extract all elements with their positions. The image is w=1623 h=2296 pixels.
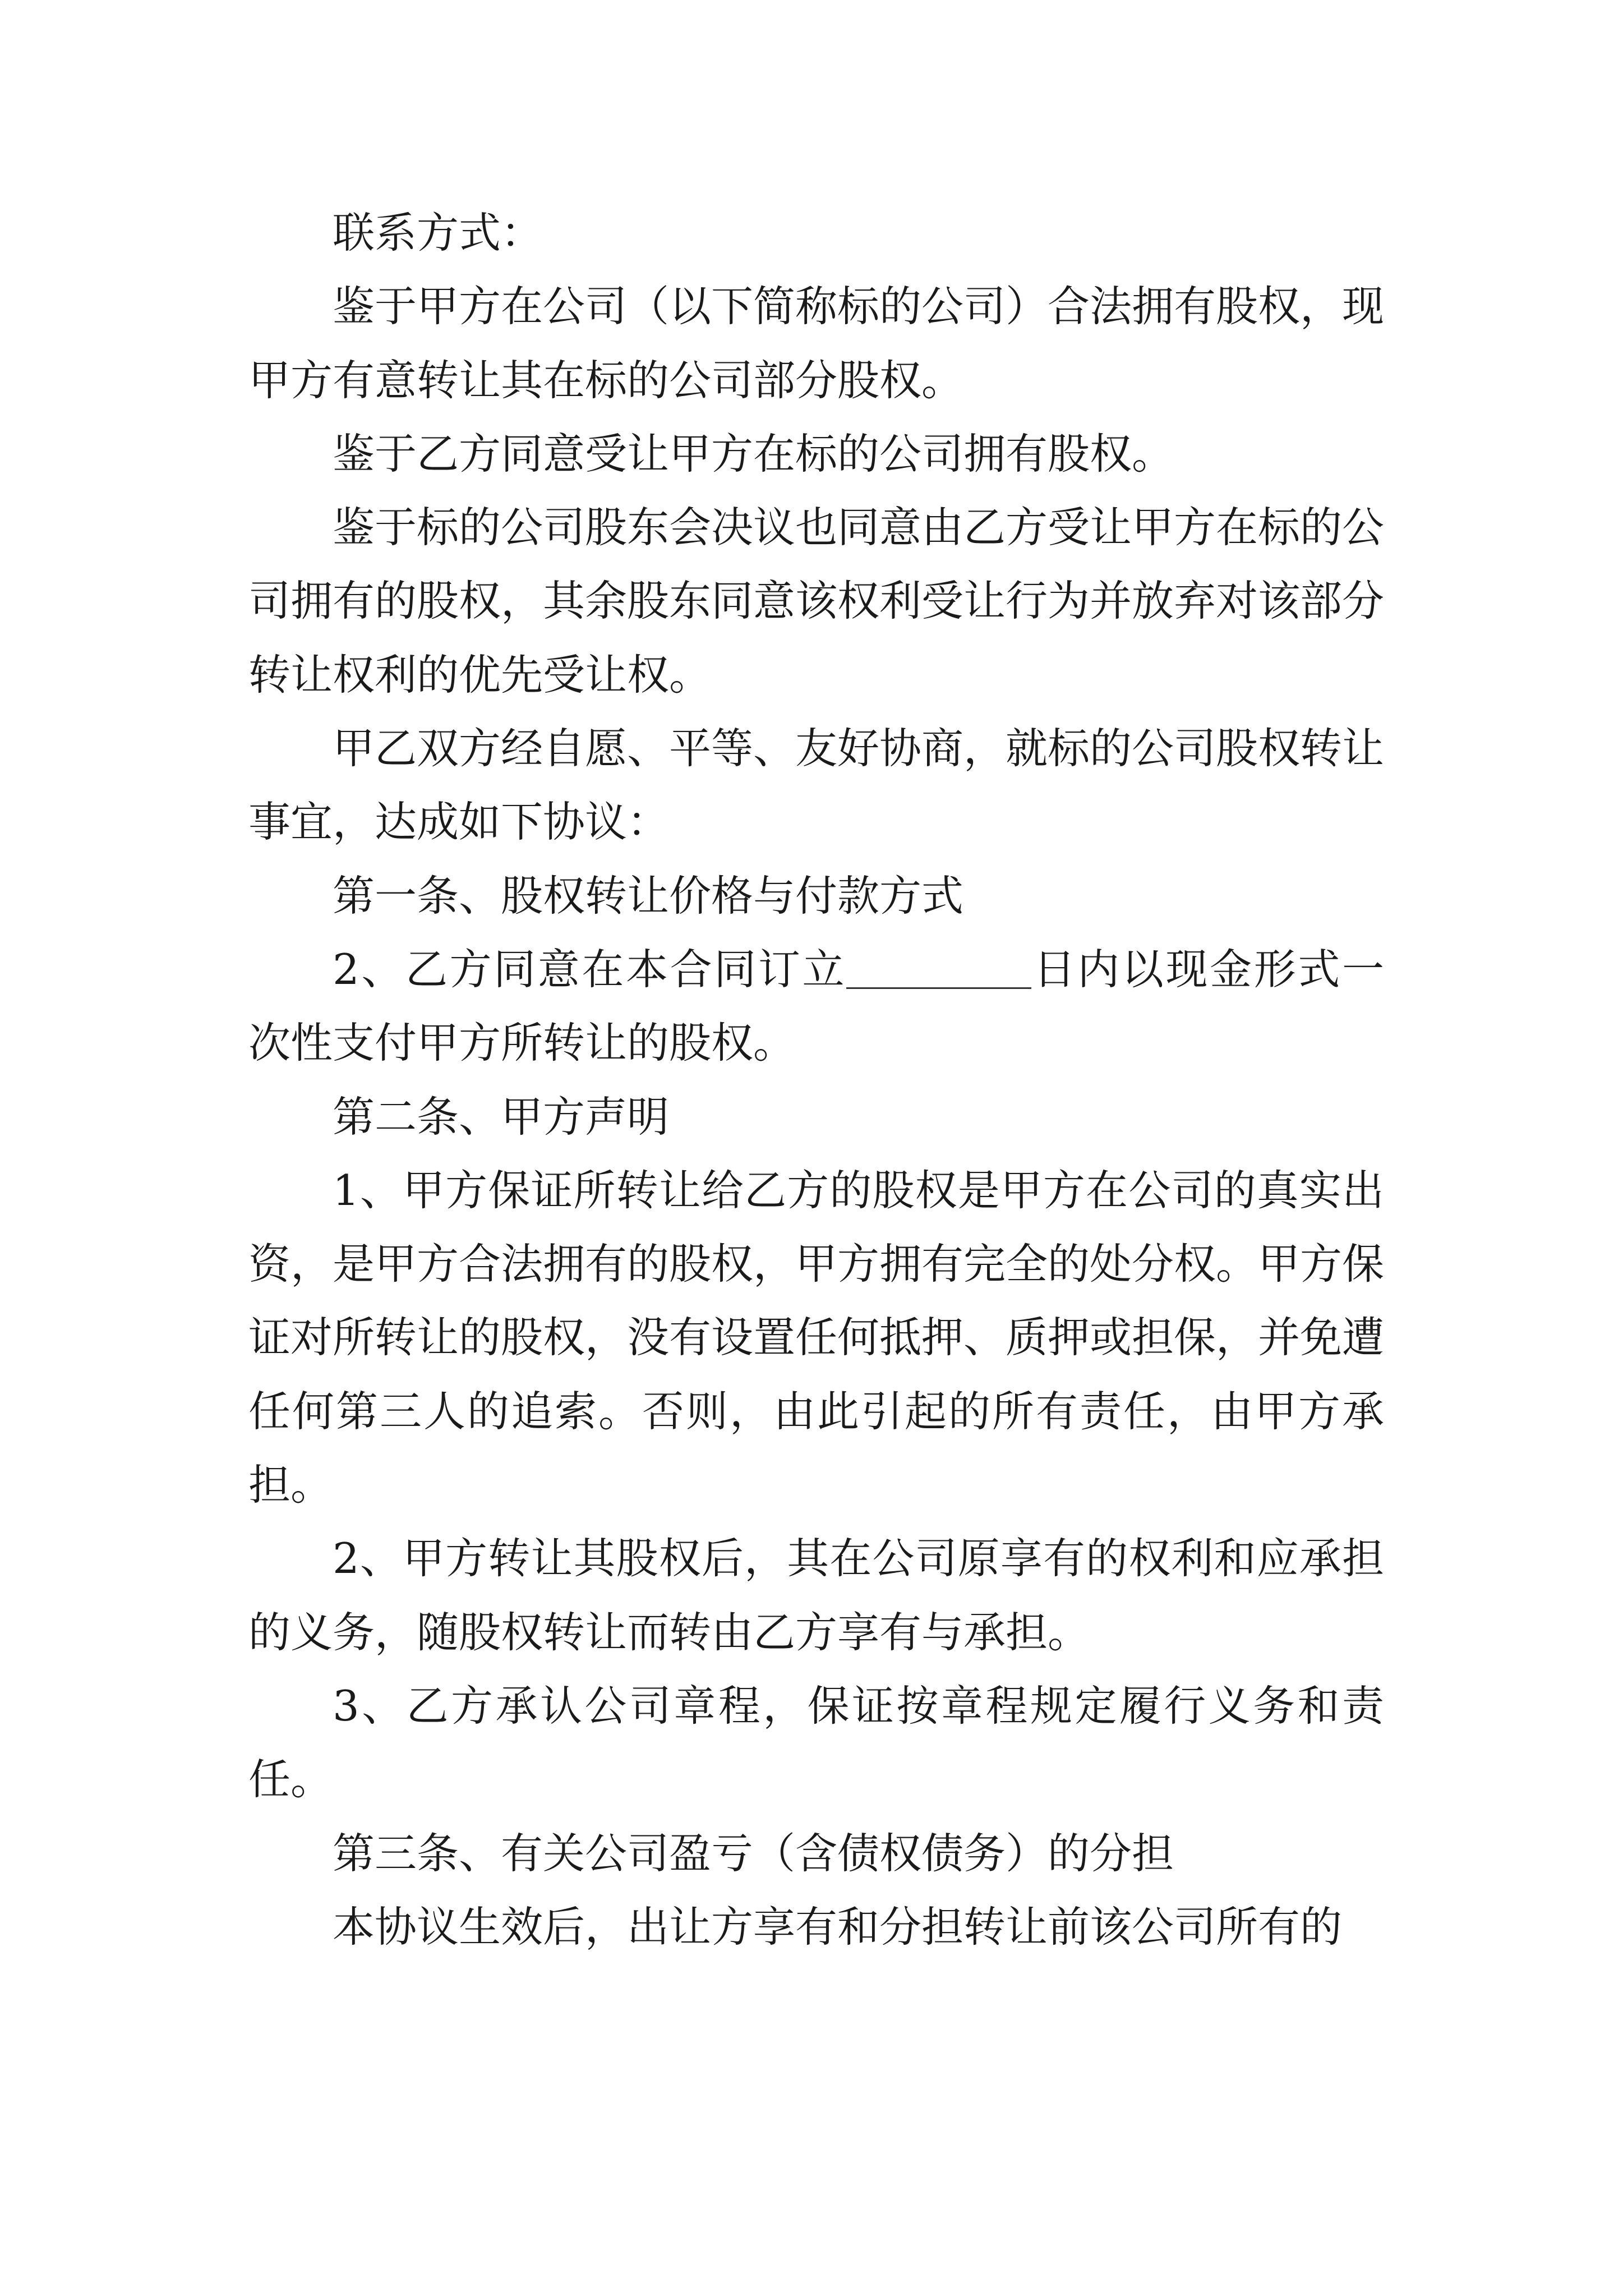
days-blank-field [846,945,1031,989]
article-3-heading: 第三条、有关公司盈亏（含债权债务）的分担 [333,1828,1174,1878]
contract-body [248,196,1384,1964]
agreement-intro-paragraph: 甲乙双方经自愿、平等、友好协商，就标的公司股权转让事宜，达成如下协议： [248,724,1385,847]
payment-clause [248,933,1384,1080]
recital-paragraph: 鉴于甲方在公司（以下简称标的公司）合法拥有股权，现甲方有意转让其在标的公司部分股权。 [248,282,1385,405]
recital-paragraph: 鉴于乙方同意受让甲方在标的公司拥有股权。 [333,429,1174,478]
article-2-heading: 第二条、甲方声明 [333,1092,670,1142]
payment-clause-text: 2、乙方同意在本合同订立 [333,944,847,994]
clause-paragraph: 3、乙方承认公司章程，保证按章程规定履行义务和责任。 [248,1681,1384,1805]
payment-clause-text: 日内以现金形式一次性支付甲方所转让的股权。 [248,944,1384,1068]
contact-info-label: 联系方式： [333,208,543,257]
clause-paragraph: 本协议生效后，出让方享有和分担转让前该公司所有的 [333,1902,1343,1952]
clause-paragraph: 2、甲方转让其股权后，其在公司原享有的权利和应承担的义务，随股权转让而转由乙方享有与承担。 [248,1534,1384,1657]
article-1-heading: 第一条、股权转让价格与付款方式 [333,871,964,921]
clause-paragraph: 1、甲方保证所转让给乙方的股权是甲方在公司的真实出资，是甲方合法拥有的股权，甲方拥有完全的处分权。甲方保证对所转让的股权，没有设置任何抵押、质押或担保，并免遭任何第三人的追索。否则，由此引起的所有责任，由甲方承担。 [248,1165,1385,1510]
recital-paragraph: 鉴于标的公司股东会决议也同意由乙方受让甲方在标的公司拥有的股权，其余股东同意该权利受让行为并放弃对该部分转让权利的优先受让权。 [248,503,1385,700]
